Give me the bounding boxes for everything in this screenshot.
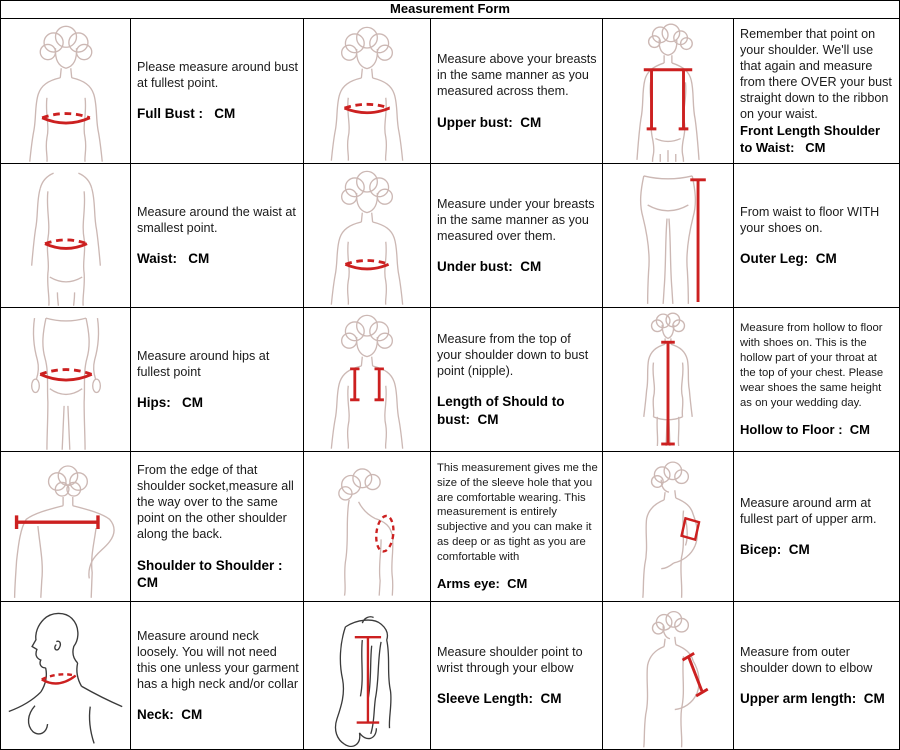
instruction-cell-neck [131,602,304,749]
instruction-cell-waist [131,164,304,308]
measurement-label: Hollow to Floor : CM [740,421,870,437]
instruction-cell-front-length [734,19,899,164]
measurement-description: This measurement gives me the size of the sleeve hole that you are comfortable wearing. This measurement is entirely subjective and you can make it as deep or as tight as you are comfortable with [437,461,601,564]
measurement-label: Under bust: CM [437,259,542,275]
measurement-label: Waist: CM [137,250,210,266]
under-bust-figure-icon [306,169,428,307]
measurement-description: Measure around hips at fullest point [137,348,273,379]
measurement-label: Hips: CM [137,394,203,410]
measurement-description: Measure from outer shoulder down to elbow [740,644,873,675]
figure-cell-sleeve-length [304,602,431,749]
instruction-cell-upper-bust [431,19,603,164]
figure-cell-upper-arm-length [603,602,734,749]
measurement-label: Arms eye: CM [437,576,528,592]
instruction-cell-shoulder-to-bust [431,308,603,452]
bicep-figure-icon [605,457,731,601]
measurement-description: Measure from the top of your shoulder down to bust point (nipple). [437,332,592,379]
figure-cell-outer-leg [603,164,734,308]
measurement-description: Remember that point on your shoulder. We'll use that again and measure from there OVER your bust straight down to the ribbon on your waist. [740,26,896,122]
figure-cell-full-bust [1,19,131,164]
measurement-table [1,19,899,749]
figure-cell-hips [1,308,131,452]
measurement-label: Shoulder to Shoulder : CM [137,557,291,590]
instruction-cell-under-bust [431,164,603,308]
neck-figure-icon [3,608,129,749]
measurement-description: Measure shoulder point to wrist through your elbow [437,644,587,675]
measurement-description: Measure above your breasts in the same manner as you measured across them. [437,52,601,99]
hollow-to-floor-figure-icon [605,311,731,451]
figure-cell-waist [1,164,131,308]
measurement-label: Bicep: CM [740,541,810,557]
figure-cell-shoulder-to-bust [304,308,431,452]
instruction-cell-arms-eye [431,452,603,602]
measurement-label: Neck: CM [137,707,203,723]
measurement-description: Measure around the waist at smallest point. [137,204,300,235]
figure-cell-neck [1,602,131,749]
figure-cell-under-bust [304,164,431,308]
instruction-cell-outer-leg [734,164,899,308]
instruction-cell-bicep [734,452,899,602]
measurement-label: Outer Leg: CM [740,250,837,266]
measurement-description: From waist to floor WITH your shoes on. [740,204,883,235]
instruction-cell-sleeve-length [431,602,603,749]
figure-cell-hollow-to-floor [603,308,734,452]
measurement-description: Measure under your breasts in the same manner as you measured over them. [437,196,599,243]
instruction-cell-full-bust [131,19,304,164]
shoulder-to-shoulder-figure-icon [3,457,129,601]
measurement-description: From the edge of that shoulder socket,measure all the way over to the same point on the other shoulder along the back. [137,462,298,542]
measurement-description: Measure from hollow to floor with shoes on. This is the hollow part of your throat at the top of your chest. Please wear shoes the same height as on your wedding day. [740,322,887,409]
measurement-description: Measure around arm at fullest part of upper arm. [740,495,877,526]
measurement-description: Please measure around bust at fullest point. [137,60,302,91]
measurement-label: Sleeve Length: CM [437,690,562,706]
measurement-label: Length of Should to bust: CM [437,394,569,427]
outer-leg-figure-icon [605,167,731,307]
arms-eye-figure-icon [306,457,428,601]
shoulder-to-bust-figure-icon [306,313,428,451]
sleeve-length-figure-icon [306,608,428,749]
full-bust-figure-icon [4,25,128,163]
measurement-label: Upper bust: CM [437,114,542,130]
upper-bust-figure-icon [306,25,428,163]
measurement-label: Full Bust : CM [137,106,236,122]
waist-figure-icon [4,169,128,307]
figure-cell-front-length [603,19,734,164]
page-title: Measurement Form [1,1,899,19]
figure-cell-arms-eye [304,452,431,602]
upper-arm-length-figure-icon [605,608,731,749]
measurement-label: Front Length Shoulder to Waist: CM [740,123,884,155]
instruction-cell-upper-arm-length [734,602,899,749]
figure-cell-bicep [603,452,734,602]
front-length-figure-icon [605,23,731,163]
instruction-cell-shoulder-to-shoulder [131,452,304,602]
figure-cell-shoulder-to-shoulder [1,452,131,602]
instruction-cell-hips [131,308,304,452]
measurement-description: Measure around neck loosely. You will not need this one unless your garment has a high neck and/or collar [137,628,303,691]
measurement-label: Upper arm length: CM [740,690,885,706]
hips-figure-icon [4,313,128,451]
figure-cell-upper-bust [304,19,431,164]
instruction-cell-hollow-to-floor [734,308,899,452]
